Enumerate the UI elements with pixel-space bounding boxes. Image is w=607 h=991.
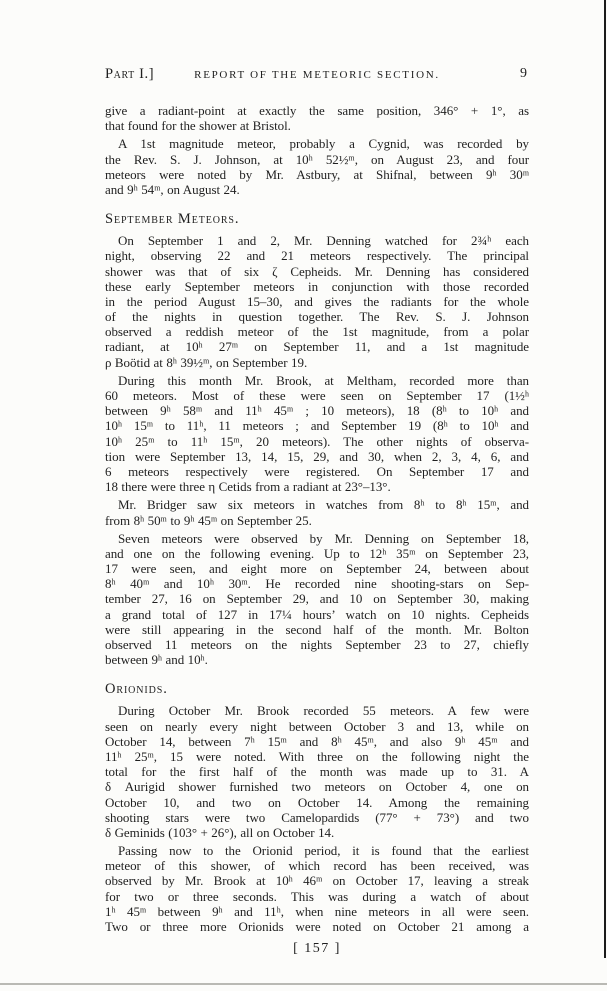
- text-line: 10ʰ 25ᵐ to 11ʰ 15ᵐ, 20 meteors). The other nights of observa-: [105, 433, 529, 449]
- text-line: that found for the shower at Bristol.: [105, 118, 291, 134]
- text-line: for two or three seconds. This was during a watch of about: [105, 888, 529, 904]
- text-line: radiant, at 10ʰ 27ᵐ on September 11, and a 1st magnitude: [105, 339, 529, 355]
- page-header: [105, 66, 529, 86]
- scan-bottom-rule: [0, 983, 607, 985]
- text-line: meteors were noted by Mr. Astbury, at Shifnal, between 9ʰ 30ᵐ: [105, 166, 529, 182]
- heading-orionids: Orionids.: [105, 681, 168, 698]
- text-line: 6 meteors respectively were registered. On September 17 and: [105, 463, 529, 479]
- text-line: observed a reddish meteor of the 1st magnitude, from a polar: [105, 324, 529, 340]
- text-line: give a radiant-point at exactly the same position, 346° + 1°, as: [105, 103, 529, 118]
- text-line: δ Aurigid shower furnished two meteors on October 4, one on: [105, 779, 529, 795]
- text-line: tion were September 13, 14, 15, 29, and 30, when 2, 3, 4, 6, and: [105, 448, 529, 464]
- text-line: 1ʰ 45ᵐ between 9ʰ and 11ʰ, when nine meteors in all were seen.: [105, 903, 529, 919]
- paragraph-denning-watch: [105, 233, 529, 370]
- text-line: these early September meteors in conjunction with those recorded: [105, 278, 529, 294]
- text-line: between 9ʰ and 10ʰ.: [105, 652, 208, 668]
- text-line: 10ʰ 15ᵐ to 11ʰ, 11 meteors ; and September 19 (8ʰ to 10ʰ and: [105, 418, 529, 434]
- text-line: seen on nearly every night between October 3 and 13, while on: [105, 718, 529, 734]
- text-line: meteor of this shower, of which record has been received, was: [105, 858, 529, 874]
- text-line: tember 27, 16 on September 29, and 10 on September 30, making: [105, 591, 529, 607]
- text-line: ρ Boötid at 8ʰ 39½ᵐ, on September 19.: [105, 354, 308, 370]
- text-line: and one on the following evening. Up to 12ʰ 35ᵐ on September 23,: [105, 545, 529, 561]
- page-number: 9: [520, 66, 527, 81]
- text-line: night, observing 22 and 21 meteors respectively. The principal: [105, 248, 529, 264]
- text-line: the Rev. S. J. Johnson, at 10ʰ 52½ᵐ, on August 23, and four: [105, 151, 529, 167]
- text-line: Two or three more Orionids were noted on October 21 among a: [105, 919, 529, 934]
- text-line: 11ʰ 25ᵐ, 15 were noted. With three on the following night the: [105, 748, 529, 764]
- signature-footer: [105, 941, 529, 956]
- heading-september-meteors: September Meteors.: [105, 211, 240, 228]
- paragraph-orionid-period: [105, 843, 529, 934]
- text-line: During October Mr. Brook recorded 55 meteors. A few were: [118, 703, 529, 719]
- signature-number: [ 157 ]: [293, 941, 341, 957]
- text-line: Passing now to the Orionid period, it is found that the earliest: [118, 843, 529, 859]
- text-line: 18 there were three η Cetids from a radiant at 23°–13°.: [105, 479, 391, 495]
- part-label: Part I.]: [105, 66, 155, 82]
- text-line: Seven meteors were observed by Mr. Denning on September 18,: [118, 530, 529, 546]
- paragraph-brook-october: [105, 703, 529, 840]
- running-title: REPORT OF THE METEORIC SECTION.: [194, 68, 440, 81]
- text-line: and 9ʰ 54ᵐ, on August 24.: [105, 181, 240, 197]
- paragraph-brook-meltham: [105, 373, 529, 495]
- text-line: of the nights in question together. The Rev. S. J. Johnson: [105, 309, 529, 325]
- page-body: [105, 103, 529, 956]
- paragraph-bridger: [105, 497, 529, 527]
- paragraph-radiant-point: [105, 103, 529, 133]
- text-line: in the period August 15–30, and gives the radiants for the whole: [105, 293, 529, 309]
- text-line: On September 1 and 2, Mr. Denning watched for 2¾ʰ each: [118, 233, 529, 249]
- text-line: shooting stars were two Camelopardids (77° + 73°) and two: [105, 809, 529, 825]
- text-line: observed by Mr. Brook at 10ʰ 46ᵐ on October 17, leaving a streak: [105, 873, 529, 889]
- text-line: 17 were seen, and eight more on September 24, between about: [105, 561, 529, 577]
- text-line: a grand total of 127 in 17¼ hours’ watch on 10 nights. Cepheids: [105, 606, 529, 622]
- scan-edge-line: [604, 0, 607, 958]
- text-column: [105, 66, 529, 956]
- text-line: observed 11 meteors on the nights September 23 to 27, chiefly: [105, 637, 529, 652]
- text-line: October 14, between 7ʰ 15ᵐ and 8ʰ 45ᵐ, and also 9ʰ 45ᵐ and: [105, 733, 529, 749]
- text-line: shower was that of six ζ Cepheids. Mr. Denning has considered: [105, 263, 529, 279]
- text-line: from 8ʰ 50ᵐ to 9ʰ 45ᵐ on September 25.: [105, 512, 312, 528]
- text-line: δ Geminids (103° + 26°), all on October 14.: [105, 824, 335, 840]
- text-line: A 1st magnitude meteor, probably a Cygnid, was recorded by: [118, 136, 529, 152]
- text-line: October 10, and two on October 14. Among the remaining: [105, 794, 529, 810]
- paragraph-cygnid-meteor: [105, 136, 529, 197]
- text-line: total for the first half of the month was made up to 31. A: [105, 764, 529, 780]
- paragraph-denning-totals: [105, 531, 529, 668]
- text-line: between 9ʰ 58ᵐ and 11ʰ 45ᵐ ; 10 meteors), 18 (8ʰ to 10ʰ and: [105, 403, 529, 419]
- text-line: were still appearing in the second half of the month. Mr. Bolton: [105, 621, 529, 637]
- text-line: 60 meteors. Most of these were seen on September 17 (1½ʰ: [105, 388, 529, 403]
- text-line: During this month Mr. Brook, at Meltham, recorded more than: [118, 372, 529, 388]
- text-line: Mr. Bridger saw six meteors in watches from 8ʰ to 8ʰ 15ᵐ, and: [118, 497, 529, 513]
- text-line: 8ʰ 40ᵐ and 10ʰ 30ᵐ. He recorded nine shooting-stars on Sep-: [105, 576, 529, 592]
